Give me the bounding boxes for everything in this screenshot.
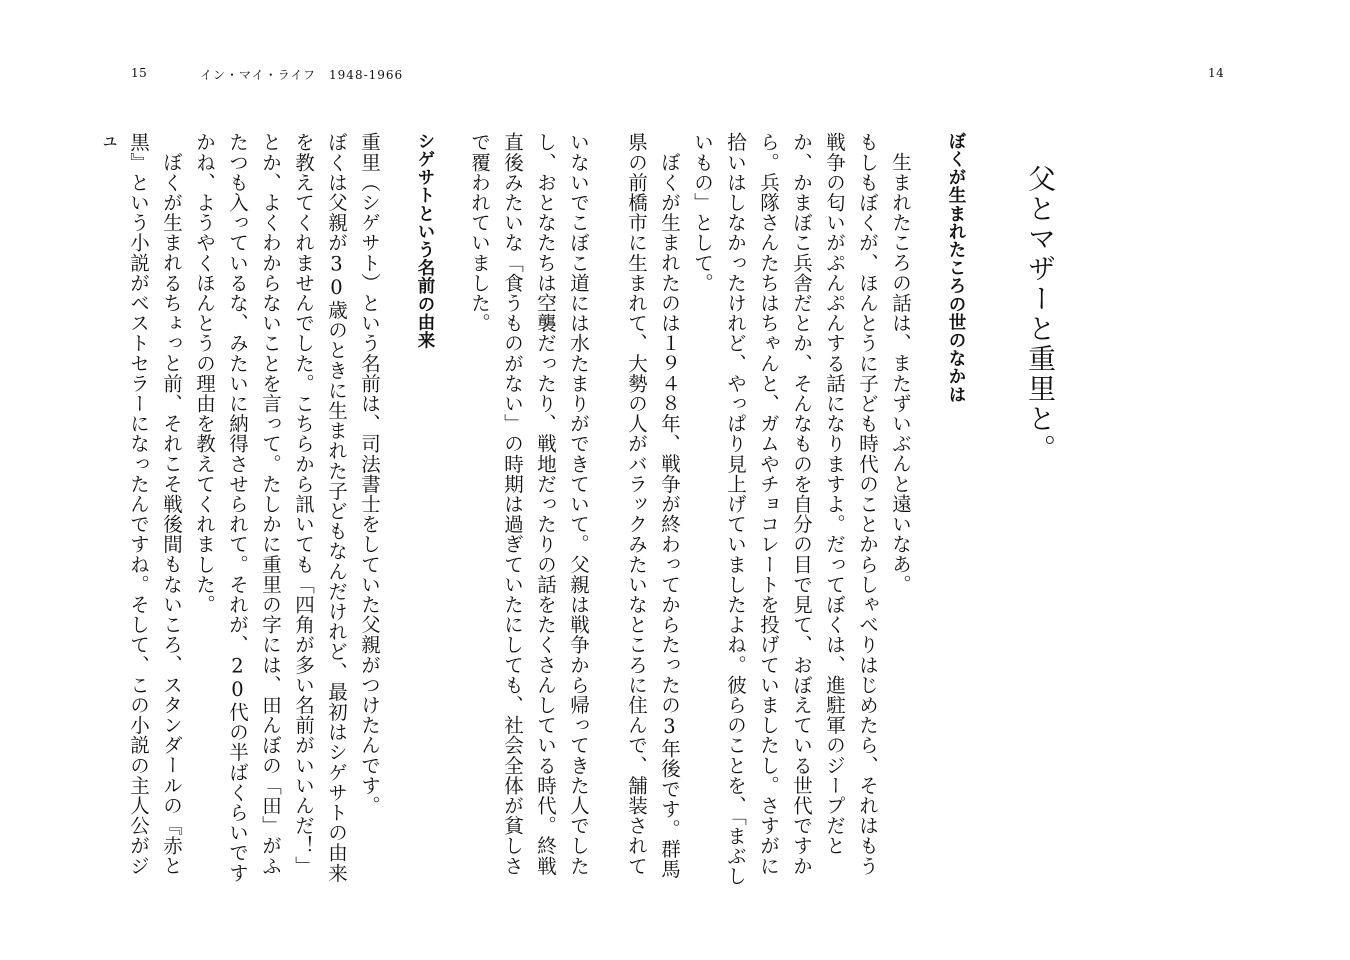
- paragraph: ぼくが生まれるちょっと前、それこそ戦後間もないころ、スタンダールの『赤と黒』という小説がベストセラーになったんですね。そして、この小説の主人公がジュ: [94, 132, 183, 876]
- left-page-body: [90, 132, 595, 892]
- paragraph: 生まれたころの話は、またずいぶんと遠いなあ。: [889, 151, 912, 594]
- running-head: イン・マイ・ライフ 1948-1966: [200, 68, 404, 82]
- page-number-right: 14: [1208, 66, 1225, 80]
- paragraph: ぼくは父親が30歳のときに生まれた子どもなんだけれど、最初はシゲサトの由来を教えてくれませんでした。こちらから訊いても「四角が多い名前がいいんだ！」とか、よくわからないことを言って。たしかに重里の字には、田んぼの「田」がふたつも入っているな、みたいに納得させられて。それが、20代の半ばくらいですかね、ようやくほんとうの理由を教えてくれました。: [193, 132, 348, 883]
- right-page-body: [625, 132, 1060, 892]
- page-number-left: 15: [131, 66, 148, 80]
- paragraph: ぼくが生まれたのは１９４８年、戦争が終わってからたったの3年後です。群馬県の前橋市に生まれて、大勢の人がバラックみたいなところに住んで、舗装されて: [625, 132, 681, 879]
- section-heading-name-origin: シゲサトという名前の由来: [415, 132, 435, 350]
- paragraph: もしもぼくが、ほんとうに子ども時代のことからしゃべりはじめたら、それはもう戦争の匂いがぷんぷんする話になりますよ。だってぼくは、進駐軍のジープだとか、かまぼこ兵舎だとか、そんなものを自分の目で見て、おぼえている世代ですから。兵隊さんたちはちゃんと、ガムやチョコレートを投げていましたし。さすがに拾いはしなかったけれど、やっぱり見上げていましたよね。彼らのことを、「まぶしいもの」として。: [691, 132, 879, 887]
- chapter-title: 父とマザーと重里と。: [1024, 164, 1057, 464]
- section-heading-birth-era: ぼくが生まれたころの世のなかは: [946, 132, 966, 404]
- paragraph-continuation: いないでこぼこ道には水たまりができていて。父親は戦争から帰ってきた人でしたし、おとなたちは空襲だったり、戦地だったりの話をたくさんしている時代。終戦直後みたいな「食うものがない」の時期は過ぎていたにしても、社会全体が貧しさで覆われていました。: [468, 132, 590, 876]
- paragraph: 重里（シゲサト）という名前は、司法書士をしていた父親がつけたんです。: [358, 132, 381, 816]
